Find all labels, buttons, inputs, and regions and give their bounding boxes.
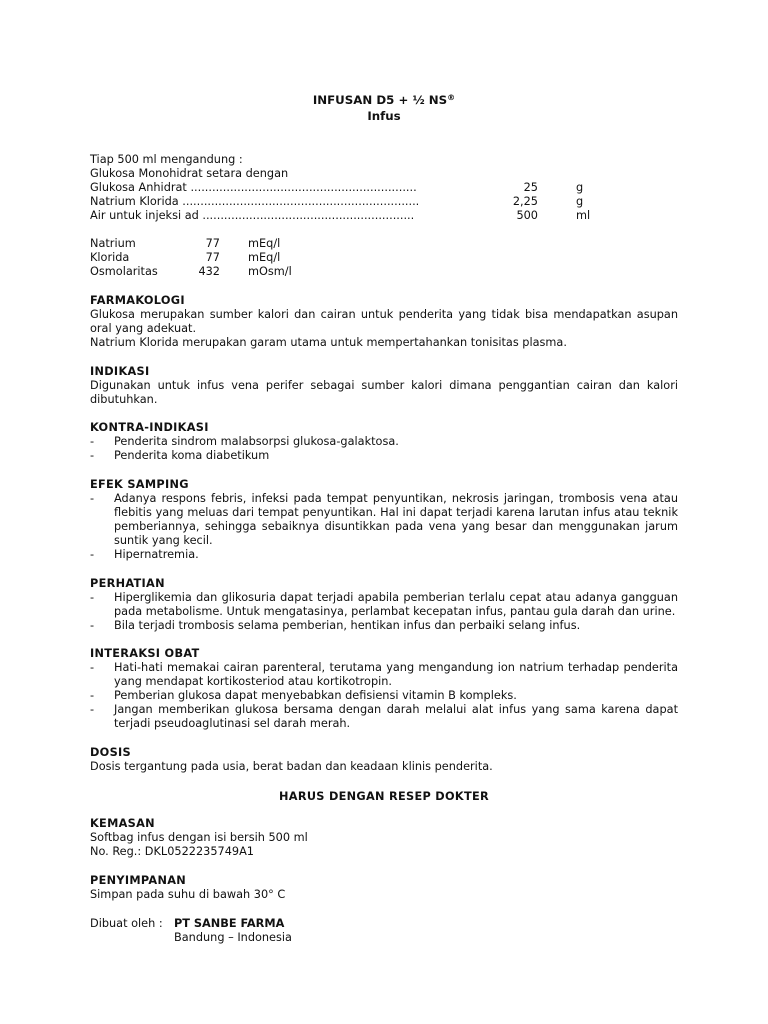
section-heading: INTERAKSI OBAT (90, 647, 200, 660)
list-item-text: Bila terjadi trombosis selama pemberian, hentikan infus dan perbaiki selang infus. (114, 619, 581, 632)
manufacturer-section (90, 917, 678, 945)
list-item: - Bila terjadi trombosis selama pemberian, hentikan infus dan perbaiki selang infus. (90, 619, 581, 632)
ion-table (90, 237, 678, 279)
kemasan-section (90, 817, 678, 859)
section-heading: INDIKASI (90, 365, 150, 378)
composition-amount: 2,25 (512, 195, 538, 208)
ion-unit: mEq/l (248, 251, 281, 264)
manufacturer-city: Bandung – Indonesia (174, 931, 292, 944)
list-item: - Penderita koma diabetikum (90, 449, 270, 462)
document-title (0, 93, 768, 108)
penyimpanan-section (90, 874, 678, 902)
list-item-text: Hati-hati memakai cairan parenteral, terutama yang mengandung ion natrium terhadap penderita yang mendapat kortikosteriod atau kortikotropin. (114, 661, 678, 688)
perhatian-section (90, 577, 678, 633)
composition-row (90, 209, 678, 223)
composition-row (90, 181, 678, 195)
dosis-section (90, 746, 678, 774)
composition-row (90, 195, 678, 209)
ion-name: Osmolaritas (90, 265, 158, 278)
list-item: - Hati-hati memakai cairan parenteral, terutama yang mengandung ion natrium terhadap penderita yang mendapat kortikosteriod atau kortikotropin. (90, 661, 678, 688)
list-item-text: Hiperglikemia dan glikosuria dapat terjadi apabila pemberian terlalu cepat atau adanya gangguan pada metabolisme. Untuk mengatasinya, perlambat kecepatan infus, pantau gula darah dan urine. (114, 591, 678, 618)
list-item-text: Pemberian glukosa dapat menyebabkan defisiensi vitamin B kompleks. (114, 689, 517, 702)
ion-unit: mEq/l (248, 237, 281, 250)
list-item-text: Penderita sindrom malabsorpsi glukosa-galaktosa. (114, 435, 399, 448)
section-paragraph: Glukosa merupakan sumber kalori dan cairan untuk penderita yang tidak bisa mendapatkan asupan oral yang adekuat. (90, 308, 678, 335)
efek-samping-section (90, 478, 678, 562)
ion-value: 77 (205, 237, 220, 250)
registered-mark: ® (447, 93, 456, 102)
composition-name: Air untuk injeksi ad ........................................................... (90, 209, 415, 222)
ion-row (90, 265, 678, 279)
ion-name: Klorida (90, 251, 130, 264)
composition-name: Glukosa Anhidrat ............................................................... (90, 181, 417, 194)
composition-unit: g (576, 195, 584, 208)
manufacturer-row (90, 917, 678, 931)
prescription-notice: HARUS DENGAN RESEP DOKTER (279, 790, 489, 803)
composition-name: Natrium Klorida .................................................................. (90, 195, 420, 208)
manufacturer-name: PT SANBE FARMA (174, 917, 285, 930)
document-subtitle: Infus (367, 109, 401, 123)
list-item-text: Penderita koma diabetikum (114, 449, 270, 462)
composition-unit: g (576, 181, 584, 194)
section-line: Softbag infus dengan isi bersih 500 ml (90, 831, 308, 844)
ion-value: 432 (198, 265, 220, 278)
section-heading: PENYIMPANAN (90, 874, 187, 887)
registration-number: No. Reg.: DKL0522235749A1 (90, 845, 254, 858)
list-item-text: Hipernatremia. (114, 548, 199, 561)
ion-unit: mOsm/l (248, 265, 292, 278)
list-item: - Penderita sindrom malabsorpsi glukosa-galaktosa. (90, 435, 399, 448)
manufacturer-city-row (90, 931, 678, 945)
section-heading: KEMASAN (90, 817, 155, 830)
composition-intro: Tiap 500 ml mengandung : (90, 153, 243, 166)
list-item: - Adanya respons febris, infeksi pada tempat penyuntikan, nekrosis jaringan, trombosis vena atau flebitis yang meluas dari tempat penyuntikan. Hal ini dapat terjadi karena larutan infus atau teknik pemberiannya, sehingga sebaiknya disuntikkan pada vena yang besar dan menggunakan jarum suntik yang kecil. (90, 492, 678, 547)
kontra-indikasi-section (90, 421, 678, 463)
composition-amount: 25 (523, 181, 538, 194)
list-item: - Hipernatremia. (90, 548, 199, 561)
title-text: INFUSAN D5 + ½ NS (312, 93, 448, 107)
ion-row (90, 251, 678, 265)
ion-value: 77 (205, 251, 220, 264)
list-item: - Pemberian glukosa dapat menyebabkan defisiensi vitamin B kompleks. (90, 689, 517, 702)
section-heading: KONTRA-INDIKASI (90, 421, 209, 434)
indikasi-section (90, 365, 678, 407)
list-item: - Hiperglikemia dan glikosuria dapat terjadi apabila pemberian terlalu cepat atau adanya gangguan pada metabolisme. Untuk mengatasinya, perlambat kecepatan infus, pantau gula darah dan urine. (90, 591, 678, 618)
list-item-text: Adanya respons febris, infeksi pada tempat penyuntikan, nekrosis jaringan, trombosis vena atau flebitis yang meluas dari tempat penyuntikan. Hal ini dapat terjadi karena larutan infus atau teknik pemberiannya, sehingga sebaiknya disuntikkan pada vena yang besar dan menggunakan jarum suntik yang kecil. (114, 492, 678, 547)
manufacturer-label: Dibuat oleh : (90, 917, 163, 930)
section-heading: EFEK SAMPING (90, 478, 189, 491)
composition-note: Glukosa Monohidrat setara dengan (90, 167, 289, 180)
section-heading: PERHATIAN (90, 577, 165, 590)
list-item-text: Jangan memberikan glukosa bersama dengan darah melalui alat infus yang sama karena dapat terjadi pseudoaglutinasi sel darah merah. (114, 703, 678, 730)
composition-section (90, 153, 678, 223)
section-heading: FARMAKOLOGI (90, 294, 185, 307)
composition-amount: 500 (516, 209, 538, 222)
section-paragraph: Digunakan untuk infus vena perifer sebagai sumber kalori dimana penggantian cairan dan kalori dibutuhkan. (90, 379, 678, 406)
farmakologi-section (90, 294, 678, 350)
section-paragraph: Dosis tergantung pada usia, berat badan dan keadaan klinis penderita. (90, 760, 493, 773)
section-line: Simpan pada suhu di bawah 30° C (90, 888, 286, 901)
section-heading: DOSIS (90, 746, 131, 759)
ion-name: Natrium (90, 237, 136, 250)
list-item: - Jangan memberikan glukosa bersama dengan darah melalui alat infus yang sama karena dapat terjadi pseudoaglutinasi sel darah merah. (90, 703, 678, 730)
composition-unit: ml (576, 209, 591, 222)
interaksi-obat-section (90, 647, 678, 731)
section-paragraph: Natrium Klorida merupakan garam utama untuk mempertahankan tonisitas plasma. (90, 336, 567, 349)
ion-row (90, 237, 678, 251)
